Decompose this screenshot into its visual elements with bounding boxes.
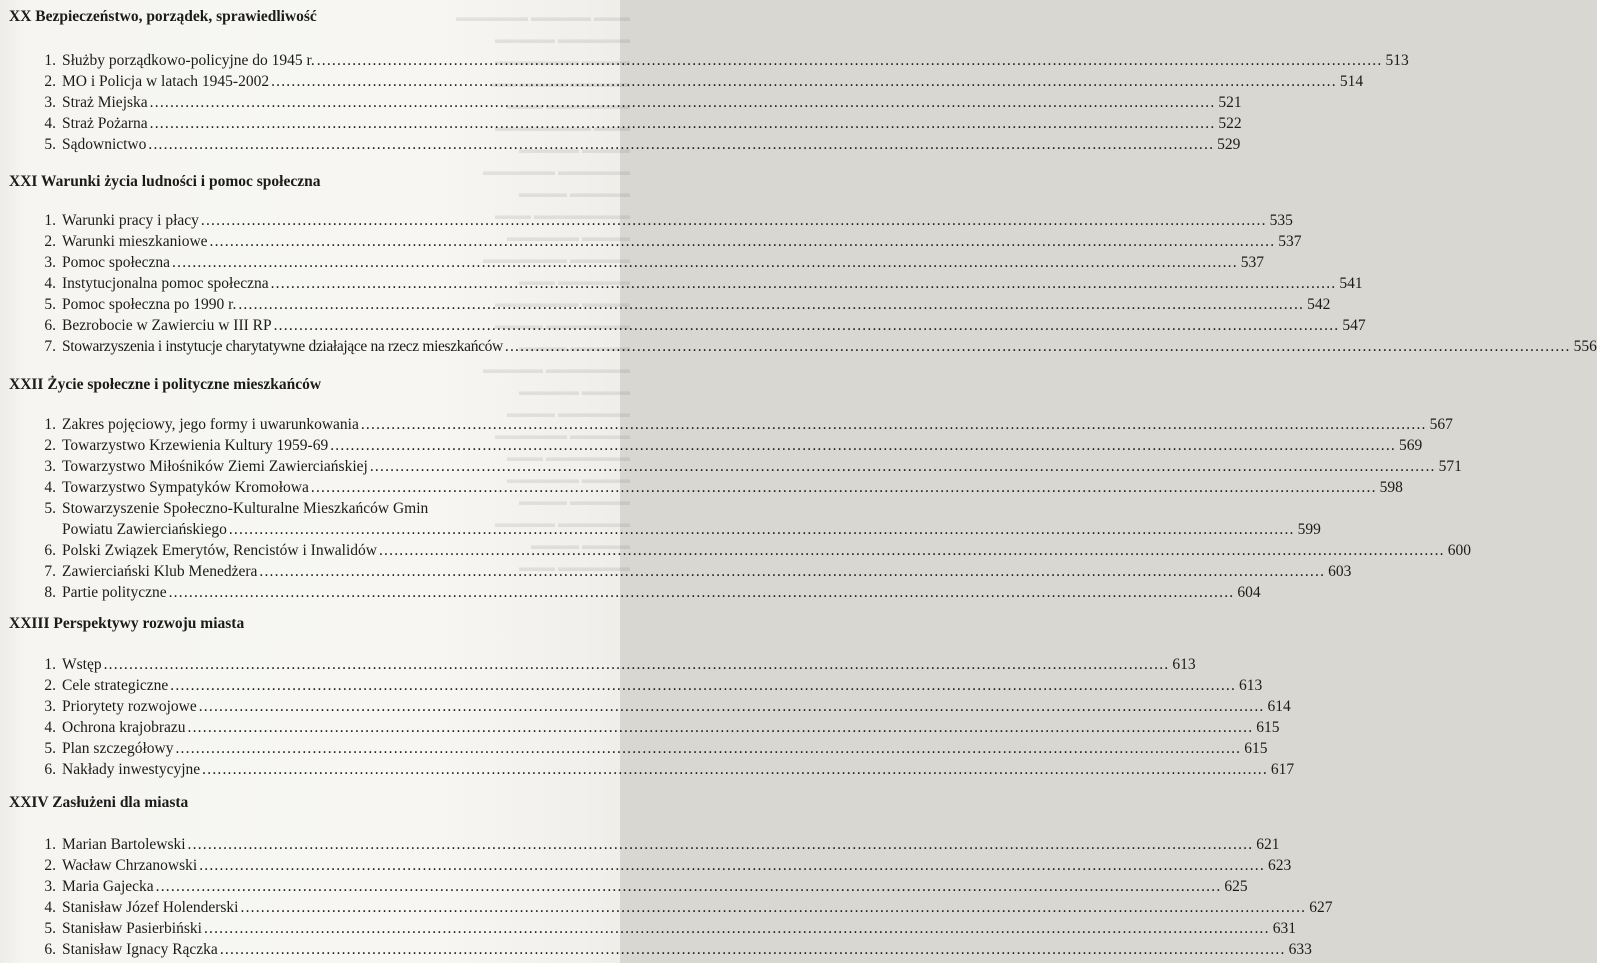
entry-page-number: 633 [1288,941,1312,958]
dot-leader [317,50,1383,71]
entry-page-number: 603 [1328,563,1352,580]
section-title: XXII Życie społeczne i polityczne mieszkańców [9,376,322,393]
entry-title: Stanisław Pasierbiński [62,920,202,937]
dot-leader [505,336,1571,357]
dot-leader [229,519,1295,540]
section-title: XXIV Zasłużeni dla miasta [9,794,189,811]
entry-page-number: 537 [1278,233,1302,250]
toc-entry[interactable] [38,582,1261,603]
toc-entry[interactable] [38,273,1363,294]
section-title: XX Bezpieczeństwo, porządek, sprawiedliwość [9,8,317,25]
entry-title: Stanisław Ignacy Rączka [62,941,218,958]
entry-title: Towarzystwo Sympatyków Kromołowa [62,479,309,496]
toc-entry-continuation[interactable] [38,519,1321,540]
entry-title: Wstęp [62,656,102,673]
dot-leader [271,273,1337,294]
toc-entry[interactable] [38,71,1364,92]
entry-title: Towarzystwo Miłośników Ziemi Zawierciańskiej [62,458,368,475]
entry-title-line1: Stowarzyszenie Społeczno-Kulturalne Mieszkańców Gmin [62,500,429,517]
entry-number: 2. [44,73,56,90]
entry-title: Zakres pojęciowy, jego formy i uwarunkowania [62,416,359,433]
entry-number: 3. [44,94,56,111]
entry-number: 4. [44,899,56,916]
dot-leader [238,294,1304,315]
entry-number: 7. [44,563,56,580]
toc-entry[interactable] [38,210,1293,231]
entry-number: 4. [44,115,56,132]
toc-entry[interactable] [38,561,1352,582]
entry-page-number: 598 [1379,479,1403,496]
toc-entry[interactable] [38,876,1248,897]
entry-page-number: 537 [1240,254,1265,271]
entry-page-number: 615 [1256,719,1280,736]
entry-title: Straż Pożarna [62,115,148,132]
entry-number: 3. [44,458,56,475]
section-title: XXIII Perspektywy rozwoju miasta [9,615,245,632]
toc-entry[interactable] [38,477,1403,498]
entry-page-number: 613 [1239,677,1263,694]
entry-title: Instytucjonalna pomoc społeczna [62,275,269,292]
section-title: XXI Warunki życia ludności i pomoc społeczna [9,173,321,190]
entry-page-number: 627 [1309,899,1333,916]
entry-number: 7. [44,338,56,355]
entry-number: 6. [44,542,56,559]
toc-entry[interactable] [38,113,1242,134]
entry-title: Warunki mieszkaniowe [62,233,208,250]
toc-entry[interactable] [38,315,1366,336]
dot-leader [202,759,1268,780]
entry-number: 1. [44,836,56,853]
toc-entry[interactable] [38,696,1291,717]
entry-title: MO i Policja w latach 1945-2002 [62,73,270,90]
dot-leader [170,675,1236,696]
dot-leader [172,252,1238,273]
entry-number: 5. [44,500,56,517]
entry-title: Zawierciański Klub Menedżera [62,563,258,580]
entry-page-number: 556 [1573,338,1597,355]
entry-page-number: 529 [1217,136,1241,153]
dot-leader [204,918,1270,939]
entry-page-number: 514 [1339,73,1364,90]
entry-title: Pomoc społeczna po 1990 r. [62,296,237,313]
entry-title: Polski Związek Emerytów, Rencistów i Inwalidów [62,542,377,559]
toc-entry[interactable] [38,717,1280,738]
entry-number: 5. [44,296,56,313]
entry-page-number: 513 [1385,52,1409,69]
toc-entry[interactable] [38,654,1196,675]
entry-number: 1. [44,52,56,69]
toc-entry[interactable] [38,50,1409,71]
entry-title: Maria Gajecka [62,878,154,895]
toc-entry[interactable] [38,834,1280,855]
toc-entry[interactable] [38,92,1242,113]
toc-entry[interactable] [38,336,1597,357]
dot-leader [188,717,1254,738]
entry-title: Powiatu Zawierciańskiego [62,521,227,538]
toc-entry[interactable] [38,435,1423,456]
dot-leader [370,456,1436,477]
entry-number: 6. [44,941,56,958]
dot-leader [148,134,1214,155]
toc-entry[interactable] [38,855,1292,876]
entry-number: 8. [44,584,56,601]
entry-number: 1. [44,656,56,673]
entry-page-number: 569 [1398,437,1423,454]
entry-number: 2. [44,857,56,874]
entry-page-number: 542 [1307,296,1331,313]
dot-leader [311,477,1377,498]
entry-title: Bezrobocie w Zawierciu w III RP [62,317,272,334]
entry-number: 3. [44,254,56,271]
entry-page-number: 541 [1339,275,1363,292]
entry-title: Plan szczegółowy [62,740,174,757]
entry-page-number: 614 [1267,698,1291,715]
entry-title: Priorytety rozwojowe [62,698,197,715]
entry-title: Cele strategiczne [62,677,169,694]
entry-page-number: 522 [1218,115,1242,132]
entry-title: Sądownictwo [62,136,147,153]
dot-leader [210,231,1276,252]
dot-leader [259,561,1325,582]
entry-title: Stanisław Józef Holenderski [62,899,239,916]
entry-number: 3. [44,698,56,715]
dot-leader [188,834,1254,855]
entry-page-number: 613 [1172,656,1196,673]
dot-leader [201,210,1267,231]
entry-page-number: 604 [1237,584,1261,601]
entry-number: 2. [44,677,56,694]
entry-number: 4. [44,719,56,736]
toc-entry[interactable] [38,134,1241,155]
entry-page-number: 600 [1447,542,1471,559]
toc-entry[interactable] [38,918,1296,939]
toc-entry[interactable] [38,675,1263,696]
dot-leader [175,738,1241,759]
entry-page-number: 567 [1429,416,1453,433]
entry-number: 1. [44,212,56,229]
toc-entry[interactable] [38,498,612,519]
entry-title: Towarzystwo Krzewienia Kultury 1959-69 [62,437,329,454]
toc-entry[interactable] [38,738,1268,759]
entry-title: Marian Bartolewski [62,836,186,853]
toc-entry[interactable] [38,252,1265,273]
entry-number: 5. [44,920,56,937]
bleed-through-texture: ▬▬▬ ▬▬▬▬▬ ▬▬▬▬▬▬ ▬▬▬▬▬▬ ▬▬▬▬▬ ▬▬▬▬ ▬▬▬▬▬▬▬ ▬▬▬▬▬ ▬▬▬▬ ▬▬ ▬▬▬▬▬▬▬ ▬▬▬ ▬▬▬ ▬▬▬▬▬▬▬▬ ▬▬▬▬ ▬▬▬▬▬ ▬▬▬▬▬▬ ▬▬▬▬▬▬ ▬▬▬▬▬ ▬▬▬▬ ▬▬▬▬▬▬▬▬ ▬▬▬ ▬▬▬▬ ▬▬▬▬▬▬ ▬▬▬▬▬ ▬▬▬▬▬▬▬ ▬▬▬▬▬▬ ▬▬▬ ▬▬▬▬ ▬▬▬▬▬▬▬ ▬▬▬▬▬▬▬ ▬▬▬▬ ▬▬▬▬▬ ▬▬▬▬ ▬▬▬▬▬▬▬ ▬▬▬▬▬ ▬▬▬▬ ▬▬▬▬▬ ▬▬▬▬▬▬ ▬▬▬▬ ▬▬▬▬▬ ▬▬▬▬▬▬ ▬▬▬▬▬▬▬ ▬▬▬ ▬▬▬▬ ▬▬▬▬▬▬ ▬▬▬▬▬ ▬▬▬▬ ▬▬▬▬▬▬ ▬▬▬▬▬ ▬▬▬▬ ▬▬▬▬ ▬▬▬▬▬▬ ▬▬▬ [456,10,630,574]
entry-number: 3. [44,878,56,895]
toc-entry[interactable] [38,759,1295,780]
entry-title: Partie polityczne [62,584,167,601]
entry-page-number: 521 [1218,94,1242,111]
toc-entry[interactable] [38,456,1462,477]
entry-page-number: 547 [1342,317,1366,334]
entry-number: 2. [44,233,56,250]
entry-title: Wacław Chrzanowski [62,857,198,874]
entry-number: 4. [44,479,56,496]
entry-number: 4. [44,275,56,292]
entry-title: Stowarzyszenia i instytucje charytatywne działające na rzecz mieszkańców [62,338,503,355]
dot-leader [156,876,1222,897]
toc-entry[interactable] [38,540,1471,561]
entry-page-number: 617 [1270,761,1295,778]
toc-entry[interactable] [38,294,1331,315]
entry-number: 1. [44,416,56,433]
entry-title: Ochrona krajobrazu [62,719,186,736]
dot-leader [199,696,1265,717]
entry-page-number: 623 [1267,857,1292,874]
toc-entry[interactable] [38,414,1453,435]
entry-number: 2. [44,437,56,454]
toc-entry[interactable] [38,939,1312,960]
dot-leader [150,92,1216,113]
dot-leader [361,414,1427,435]
entry-page-number: 535 [1269,212,1293,229]
dot-leader [379,540,1445,561]
entry-page-number: 625 [1224,878,1248,895]
entry-title: Służby porządkowo-policyjne do 1945 r. [62,52,315,69]
entry-page-number: 615 [1244,740,1268,757]
dot-leader [169,582,1235,603]
dot-leader [271,71,1337,92]
entry-page-number: 571 [1438,458,1462,475]
entry-title: Nakłady inwestycyjne [62,761,201,778]
entry-number: 6. [44,761,56,778]
toc-entry[interactable] [38,231,1302,252]
entry-page-number: 599 [1297,521,1321,538]
dot-leader [220,939,1286,960]
dot-leader [104,654,1170,675]
dot-leader [330,435,1396,456]
entry-number: 6. [44,317,56,334]
dot-leader [150,113,1216,134]
entry-page-number: 621 [1256,836,1280,853]
dot-leader [199,855,1265,876]
entry-title: Warunki pracy i płacy [62,212,199,229]
dot-leader [241,897,1307,918]
entry-title: Straż Miejska [62,94,148,111]
dot-leader [274,315,1340,336]
entry-page-number: 631 [1272,920,1296,937]
entry-number: 5. [44,136,56,153]
entry-number: 5. [44,740,56,757]
toc-entry[interactable] [38,897,1333,918]
entry-title: Pomoc społeczna [62,254,171,271]
